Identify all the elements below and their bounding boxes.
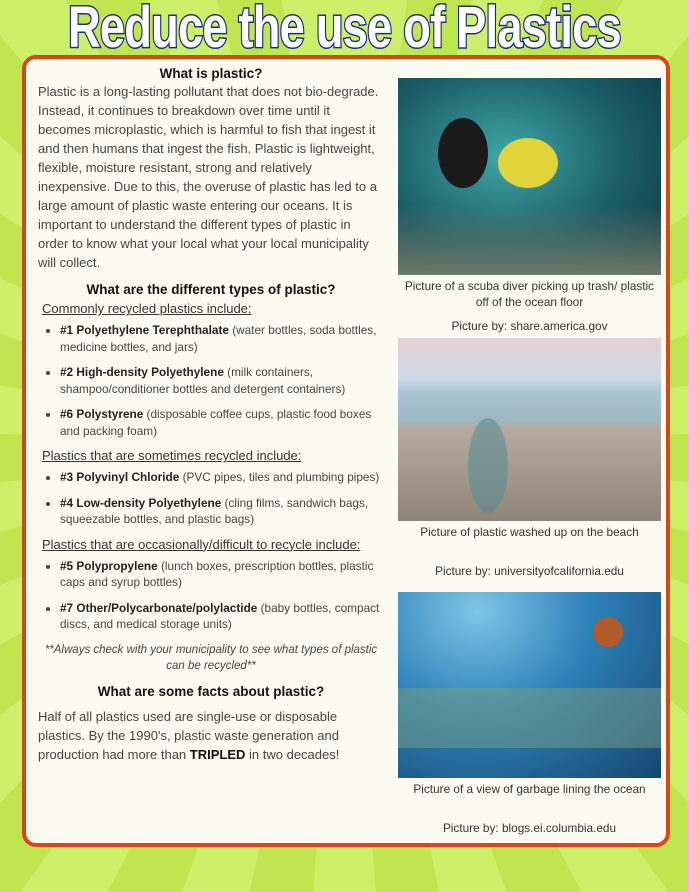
plastic-type-item <box>60 600 384 633</box>
plastic-type-item <box>60 364 384 397</box>
picture-credit: Picture by: share.america.gov <box>451 319 608 333</box>
text-column <box>38 66 384 764</box>
picture-caption: Picture of plastic washed up on the beach <box>420 525 639 539</box>
picture-caption: Picture of a scuba diver picking up trash/ plastic off of the ocean floor <box>404 279 655 309</box>
plastic-groups <box>38 301 384 633</box>
plastic-type-name: #1 Polyethylene Terephthalate <box>60 323 229 337</box>
ocean-garbage-photo <box>398 592 661 778</box>
plastic-type-item <box>60 469 384 486</box>
plastic-type-item <box>60 558 384 591</box>
plastic-type-name: #7 Other/Polycarbonate/polylactide <box>60 600 258 615</box>
plastic-type-name: #2 High-density Polyethylene <box>60 365 224 379</box>
plastic-type-name: #4 Low-density Polyethylene <box>60 495 222 510</box>
facts-heading: What are some facts about plastic? <box>97 683 325 699</box>
plastic-type-examples: (milk containers, shampoo/conditioner bottles and detergent containers) <box>60 365 346 396</box>
facts-text-end: in two decades! <box>245 746 340 762</box>
plastic-group-label: Plastics that are occasionally/difficult to recycle include: <box>42 536 361 552</box>
poster-title-wrap <box>0 0 689 58</box>
facts-body <box>38 707 384 764</box>
picture-caption: Picture of a view of garbage lining the ocean <box>413 782 646 796</box>
plastic-type-name: #6 Polystyrene <box>60 407 144 421</box>
scuba-diver-photo <box>398 78 661 275</box>
plastic-group-label: Commonly recycled plastics include: <box>42 301 252 316</box>
facts-text: Half of all plastics used are single-use or disposable plastics. By the 1990's, plastic waste generation and production had more than <box>38 708 339 762</box>
plastic-list <box>38 469 384 528</box>
types-heading: What are the different types of plastic? <box>86 282 336 297</box>
plastic-group-label: Plastics that are sometimes recycled include: <box>42 448 302 463</box>
poster-title: Reduce the use of Plastics <box>68 0 621 60</box>
plastic-list <box>38 322 384 439</box>
recycle-note: **Always check with your municipality to see what types of plastic can be recycled** <box>44 643 378 672</box>
plastic-type-item <box>60 406 384 439</box>
picture-credit: Picture by: universityofcalifornia.edu <box>435 564 624 578</box>
plastic-type-name: #3 Polyvinyl Chloride <box>60 470 180 484</box>
facts-emphasis: TRIPLED <box>189 746 246 762</box>
plastic-type-item <box>60 322 384 355</box>
picture-credit: Picture by: blogs.ei.columbia.edu <box>442 821 617 835</box>
plastic-type-examples: (baby bottles, compact discs, and medical storage units) <box>60 600 380 631</box>
plastic-type-examples: (PVC pipes, tiles and plumbing pipes) <box>179 470 380 484</box>
plastic-type-examples: (cling films, sandwich bags, squeezable bottles, and plastic bags) <box>60 495 369 526</box>
what-is-heading: What is plastic? <box>159 66 263 81</box>
plastic-type-examples: (water bottles, soda bottles, medicine bottles, and jars) <box>60 323 377 354</box>
plastic-type-name: #5 Polypropylene <box>60 558 158 573</box>
plastic-type-examples: (disposable coffee cups, plastic food boxes and packing foam) <box>60 407 372 438</box>
plastic-type-examples: (lunch boxes, prescription bottles, plastic caps and syrup bottles) <box>60 558 374 589</box>
beach-plastic-photo <box>398 338 661 521</box>
plastic-list <box>38 558 384 633</box>
plastic-type-item <box>60 495 384 528</box>
what-is-body: Plastic is a long-lasting pollutant that does not bio-degrade. Instead, it continues to breakdown over time until it becomes microplastic, which is harmful to fish that ingest it and then humans that ingest the fish. Plastic is lightweight, flexible, moisture resistant, strong and relatively inexpensive. Due to this, the overuse of plastic has led to a large amount of plastic waste entering our oceans. It is important to understand the different types of plastic in order to know what your local what your local municipality will collect. <box>38 84 379 270</box>
